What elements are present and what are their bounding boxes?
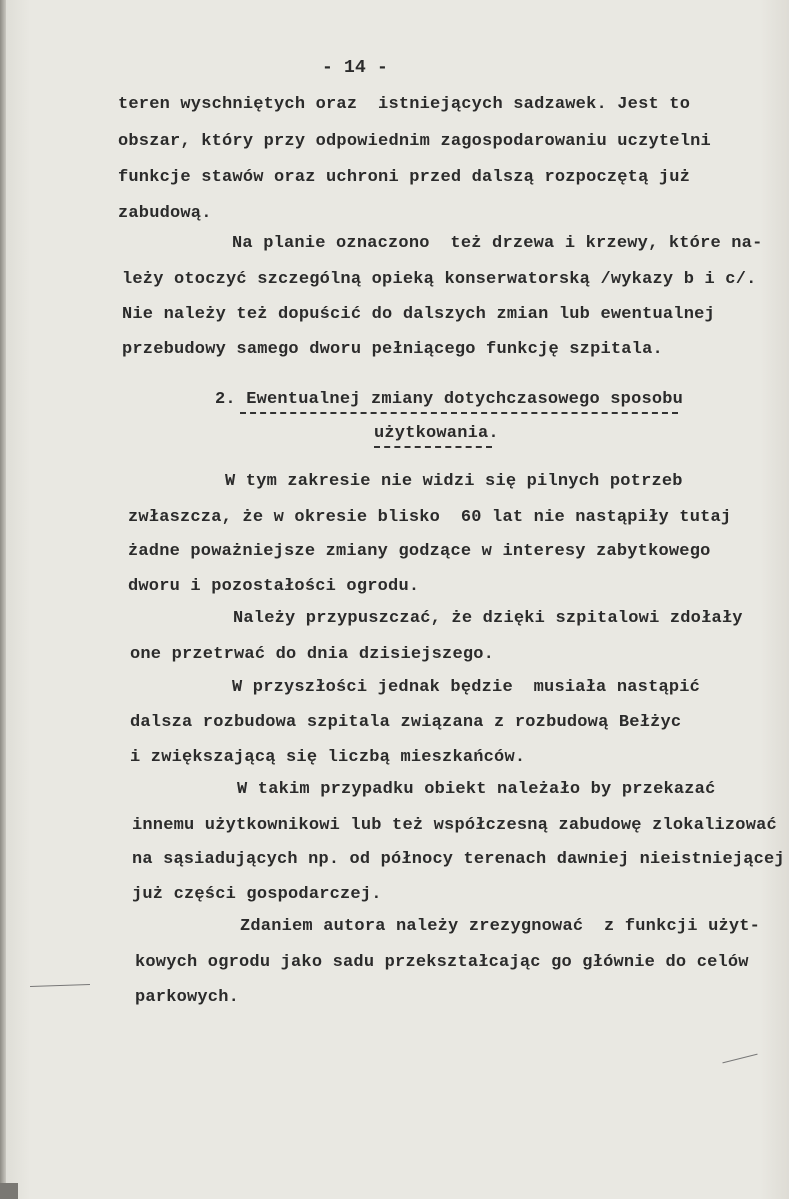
paragraph-6-line-3: na sąsiadujących np. od północy terenach dawniej nieistniejącej xyxy=(132,850,785,869)
paragraph-7-line-3: parkowych. xyxy=(135,988,240,1007)
paragraph-3-line-3: żadne poważniejsze zmiany godzące w interesy zabytkowego xyxy=(128,542,711,561)
paragraph-1-line-4: zabudową. xyxy=(118,204,212,223)
paragraph-2-line-2: leży otoczyć szczególną opieką konserwatorską /wykazy b i c/. xyxy=(122,270,757,289)
paragraph-2-line-4: przebudowy samego dworu pełniącego funkcję szpitala. xyxy=(122,340,663,359)
page-corner-tab xyxy=(0,1183,18,1199)
section-heading-line-1: 2. Ewentualnej zmiany dotychczasowego sposobu xyxy=(215,390,684,409)
paragraph-5-line-1: W przyszłości jednak będzie musiała nastąpić xyxy=(232,678,701,697)
paragraph-3-line-1: W tym zakresie nie widzi się pilnych potrzeb xyxy=(225,472,683,491)
paragraph-7-line-2: kowych ogrodu jako sadu przekształcając go głównie do celów xyxy=(135,953,749,972)
paragraph-1-line-3: funkcje stawów oraz uchroni przed dalszą rozpoczętą już xyxy=(118,168,691,187)
paragraph-3-line-4: dworu i pozostałości ogrodu. xyxy=(128,577,420,596)
paragraph-4-line-1: Należy przypuszczać, że dzięki szpitalowi zdołały xyxy=(233,609,743,628)
section-heading-line-2: użytkowania. xyxy=(374,424,499,443)
paragraph-7-line-1: Zdaniem autora należy zrezygnować z funkcji użyt- xyxy=(240,917,761,936)
paragraph-1-line-1: teren wyschniętych oraz istniejących sadzawek. Jest to xyxy=(118,95,691,114)
paragraph-3-line-2: zwłaszcza, że w okresie blisko 60 lat nie nastąpiły tutaj xyxy=(128,508,732,527)
paragraph-2-line-3: Nie należy też dopuścić do dalszych zmian lub ewentualnej xyxy=(122,305,715,324)
paragraph-2-line-1: Na planie oznaczono też drzewa i krzewy, które na- xyxy=(232,234,763,253)
paragraph-5-line-3: i zwiększającą się liczbą mieszkańców. xyxy=(130,748,526,767)
paper-pen-mark xyxy=(722,1054,757,1064)
heading-underline-1 xyxy=(240,412,678,414)
page-binding-edge xyxy=(0,0,6,1199)
paragraph-1-line-2: obszar, który przy odpowiednim zagospodarowaniu uczytelni xyxy=(118,132,711,151)
paragraph-6-line-2: innemu użytkownikowi lub też współczesną zabudowę zlokalizować xyxy=(132,816,777,835)
paragraph-5-line-2: dalsza rozbudowa szpitala związana z rozbudową Bełżyc xyxy=(130,713,682,732)
paragraph-4-line-2: one przetrwać do dnia dzisiejszego. xyxy=(130,645,495,664)
page-number: - 14 - xyxy=(322,58,389,78)
paragraph-6-line-4: już części gospodarczej. xyxy=(132,885,382,904)
paper-scratch-mark xyxy=(30,984,90,987)
paragraph-6-line-1: W takim przypadku obiekt należało by przekazać xyxy=(237,780,716,799)
heading-underline-2 xyxy=(374,446,492,448)
